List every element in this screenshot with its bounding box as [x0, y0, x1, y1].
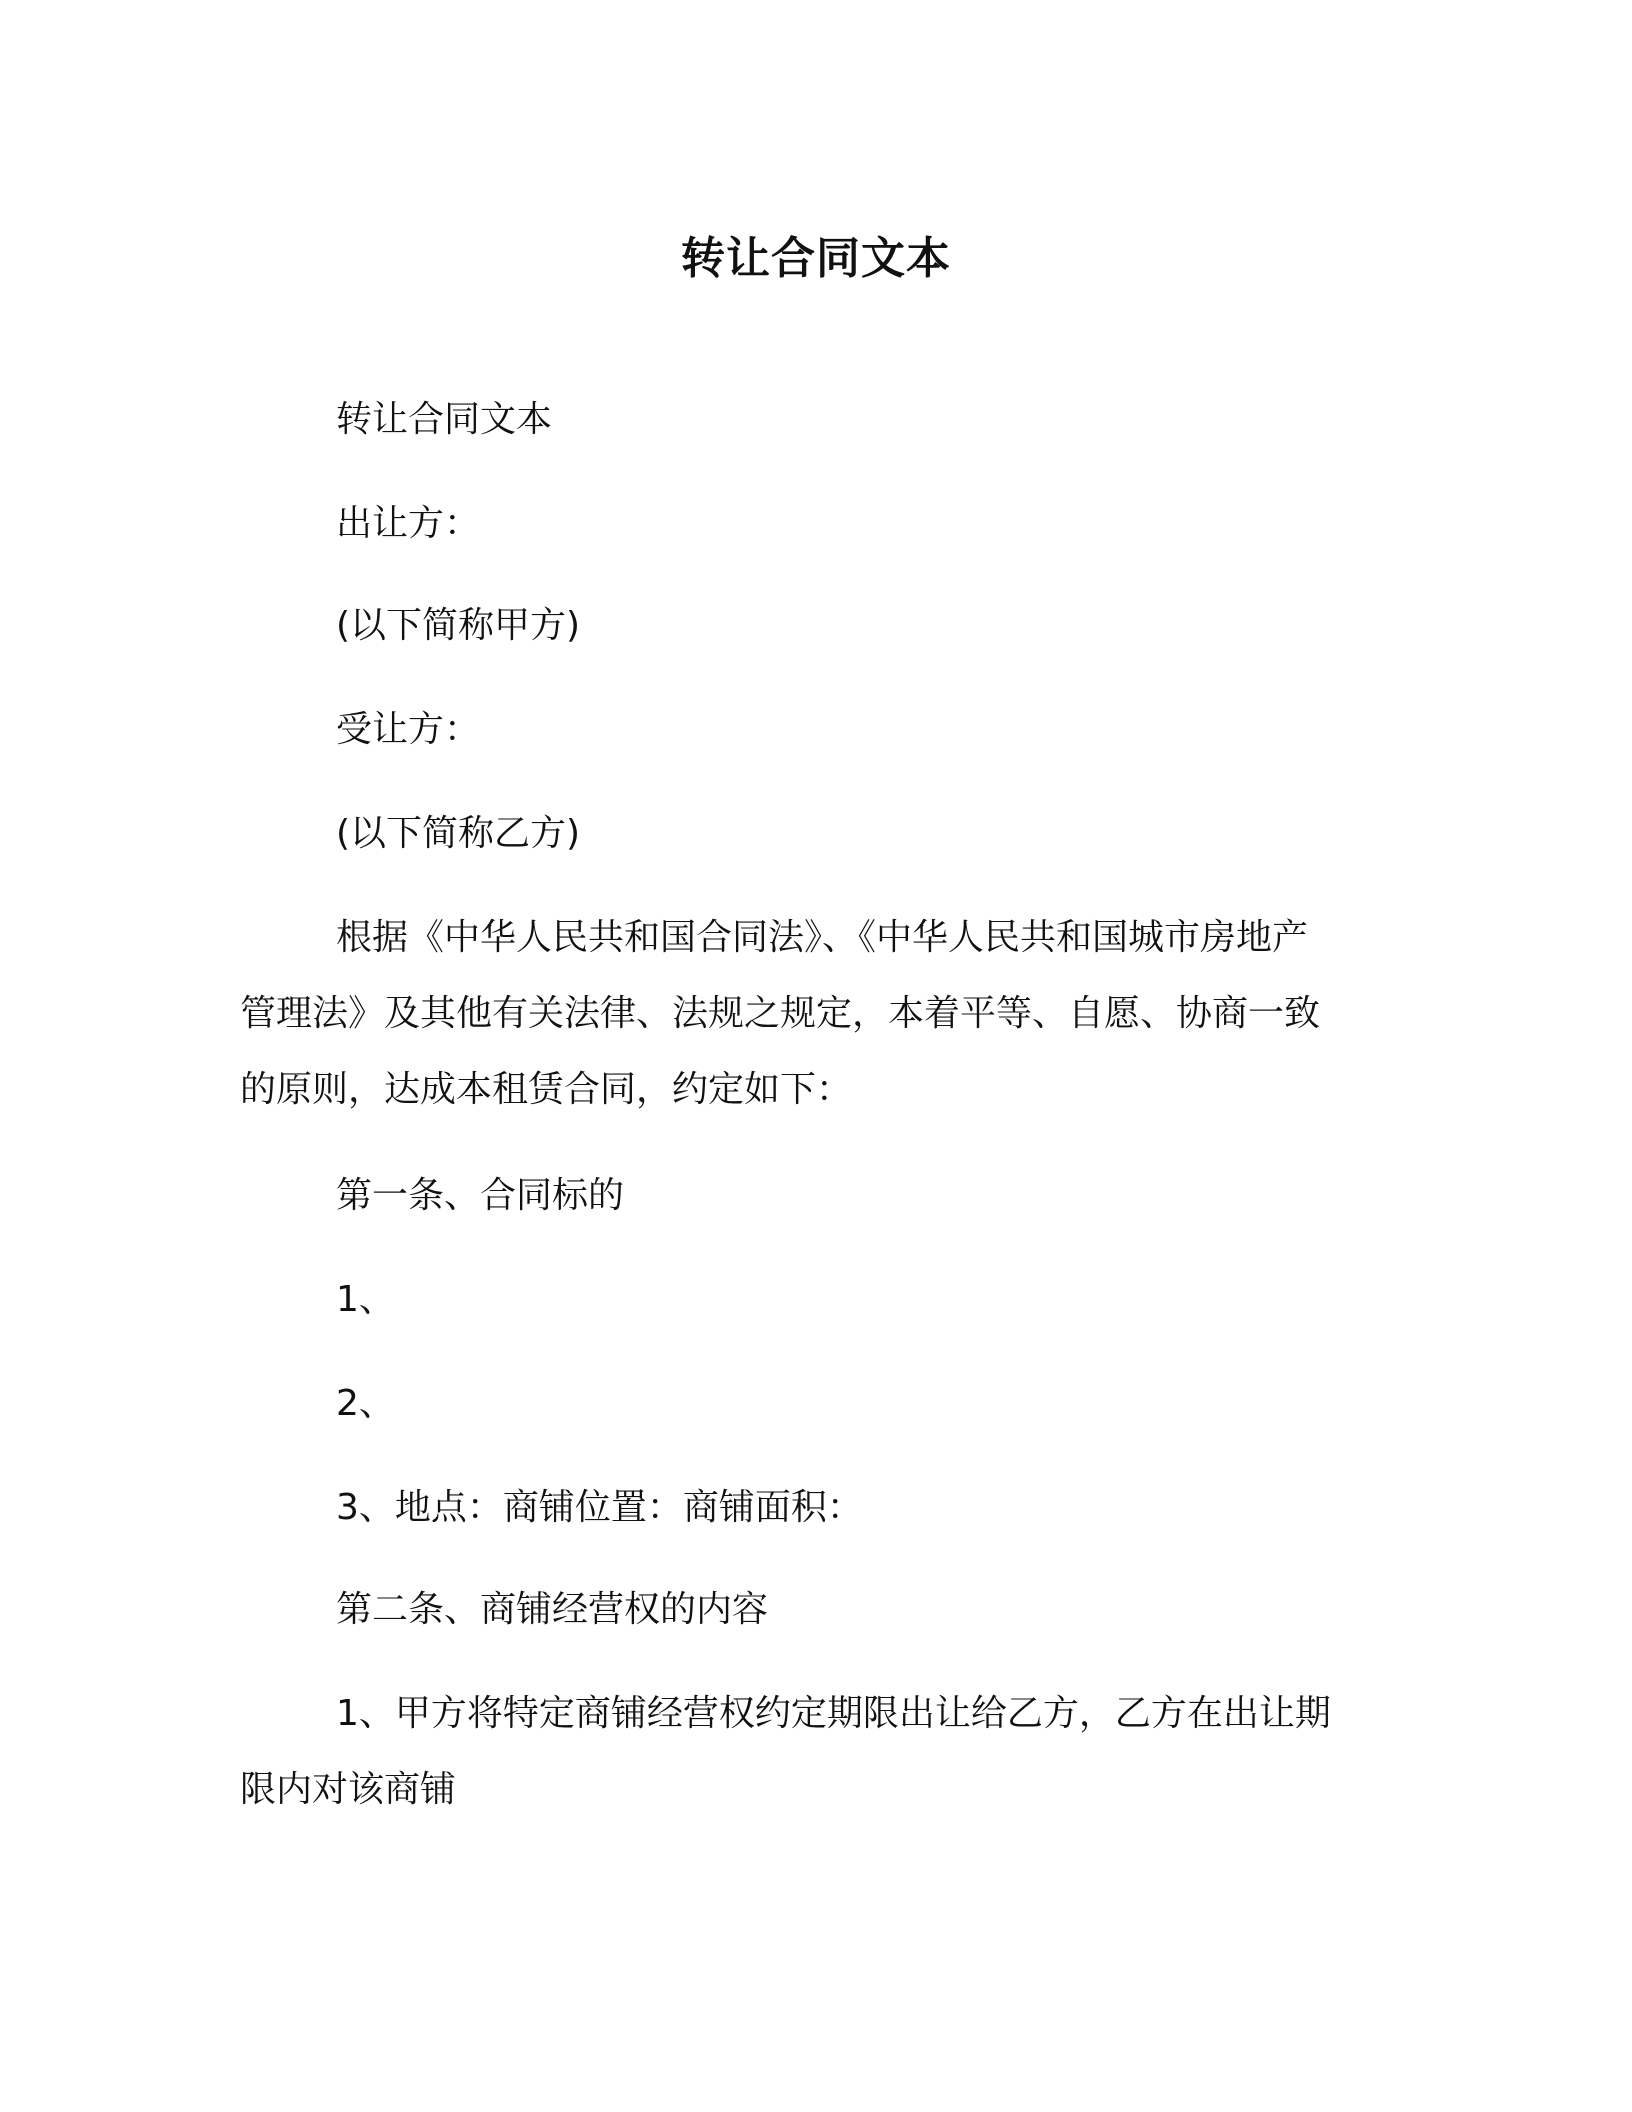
paragraph: 的原则，达成本租赁合同，约定如下：: [240, 1069, 853, 1110]
paragraph: 根据《中华人民共和国合同法》、《中华人民共和国城市房地产: [336, 917, 1309, 958]
paragraph: 第二条、商铺经营权的内容: [336, 1589, 769, 1630]
paragraph: 3、地点：商铺位置：商铺面积：: [336, 1487, 863, 1528]
paragraph: 转让合同文本: [336, 399, 553, 440]
paragraph: 第一条、合同标的: [336, 1175, 625, 1216]
paragraph: 管理法》及其他有关法律、法规之规定，本着平等、自愿、协商一致: [240, 993, 1321, 1034]
paragraph: 1、甲方将特定商铺经营权约定期限出让给乙方，乙方在出让期: [336, 1693, 1331, 1734]
document-title: 转让合同文本: [681, 233, 951, 284]
paragraph: 2、: [336, 1383, 395, 1424]
paragraph: 1、: [336, 1279, 395, 1320]
paragraph: 限内对该商铺: [240, 1769, 457, 1810]
paragraph: 出让方：: [336, 503, 481, 544]
paragraph: (以下简称甲方): [336, 605, 581, 646]
paragraph: (以下简称乙方): [336, 813, 581, 854]
paragraph: 受让方：: [336, 709, 481, 750]
